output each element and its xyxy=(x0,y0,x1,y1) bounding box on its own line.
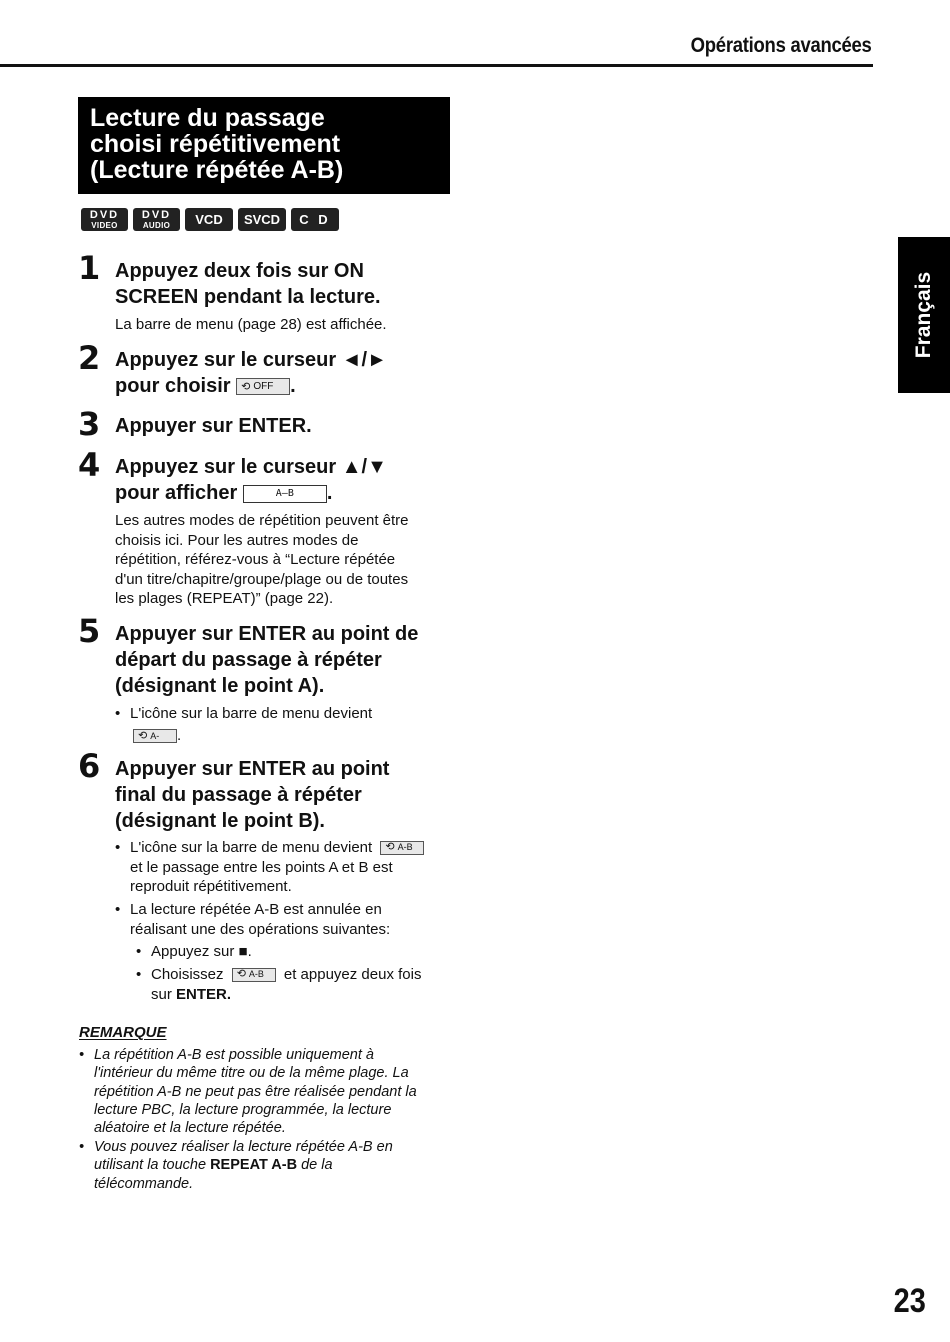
remark-line: La répétition A-B est possible uniquement à xyxy=(94,1047,374,1063)
repeat-a-icon xyxy=(133,729,177,743)
sub-bullet-text: Appuyez sur ■. xyxy=(151,943,252,960)
step-title-line: pour choisir ⟲ OFF . xyxy=(115,373,450,399)
repeat-icon: ⟲ xyxy=(138,730,148,743)
step-number: 4 xyxy=(78,446,101,484)
repeat-a-label: A- xyxy=(150,730,160,741)
step-body: La barre de menu (page 28) est affichée. xyxy=(115,316,387,333)
remark-text: utilisant la touche xyxy=(94,1157,207,1174)
language-tab xyxy=(898,237,950,393)
page-title-box xyxy=(78,97,450,194)
dvd-video-badge-top: DVD xyxy=(89,208,120,221)
sub-bullet-emphasis: ENTER. xyxy=(176,985,232,1003)
step-body-line: les plages (REPEAT)” (page 22). xyxy=(115,590,334,607)
bullet-line xyxy=(130,838,455,858)
remark-line: aléatoire et la lecture répétée. xyxy=(94,1120,286,1137)
remark-line: lecture PBC, la lecture programmée, la lecture xyxy=(94,1101,392,1118)
remark-line: Vous pouvez réaliser la lecture répétée A-B en xyxy=(94,1139,393,1155)
step-title-line: (désignant le point A). xyxy=(115,675,325,697)
step-number: 3 xyxy=(78,405,101,443)
remark-line xyxy=(94,1156,449,1174)
sub-bullet-text: Choisissez xyxy=(151,966,224,983)
repeat-off-label: OFF xyxy=(253,380,274,392)
remark-heading: REMARQUE xyxy=(79,1024,167,1041)
repeat-icon: ⟲ xyxy=(385,841,395,854)
sub-bullet-line xyxy=(151,965,451,985)
dvd-audio-badge xyxy=(133,208,180,231)
dvd-audio-badge-top: DVD xyxy=(141,208,172,221)
bullet-line: reproduit répétitivement. xyxy=(130,878,292,895)
sub-bullet-line xyxy=(151,985,451,1005)
repeat-off-icon xyxy=(236,378,290,395)
step-body-line: choisis ici. Pour les autres modes de xyxy=(115,531,359,549)
step-number: 6 xyxy=(78,747,101,785)
step-title xyxy=(115,454,450,506)
page-title-line-1: Lecture du passage xyxy=(90,104,325,132)
step-title: Appuyer sur ENTER. xyxy=(115,415,312,437)
dvd-video-badge xyxy=(81,208,128,231)
step-title-text: pour choisir xyxy=(115,375,231,397)
disc-format-badges xyxy=(81,208,339,231)
step-title-line: Appuyez sur le curseur ▲/▼ xyxy=(115,456,387,478)
sub-bullet-text: et appuyez deux fois xyxy=(283,966,422,983)
language-tab-label: Français xyxy=(912,271,936,359)
step-title-line: final du passage à répéter xyxy=(115,784,362,806)
vcd-badge: VCD xyxy=(185,208,233,231)
remark-line: télécommande. xyxy=(94,1175,194,1192)
bullet-text: L'icône sur la barre de menu devient xyxy=(130,839,373,856)
step-title xyxy=(115,621,450,699)
step-title-line: départ du passage à répéter xyxy=(115,649,382,671)
cd-badge: C D xyxy=(291,208,339,231)
step-number: 2 xyxy=(78,339,101,377)
page-number: 23 xyxy=(893,1282,926,1320)
step-title xyxy=(115,347,450,399)
bullet-line: La lecture répétée A-B est annulée en xyxy=(130,901,382,918)
header-rule xyxy=(0,64,873,67)
step-title-line: Appuyer sur ENTER au point de xyxy=(115,623,419,645)
repeat-icon: ⟲ xyxy=(236,968,246,981)
bullet-text: L'icône sur la barre de menu devient xyxy=(130,705,373,722)
step-title-line: Appuyez sur le curseur ◄/► xyxy=(115,349,387,371)
step-title xyxy=(115,756,450,834)
step-title-line: (désignant le point B). xyxy=(115,810,325,832)
page-title-line-2: choisi répétitivement xyxy=(90,130,341,158)
remark-text: de la xyxy=(301,1157,333,1174)
step-body-line: d'un titre/chapitre/groupe/plage ou de toutes xyxy=(115,570,409,588)
step-title-line: pour afficher A—B . xyxy=(115,482,333,504)
step-number: 5 xyxy=(78,612,101,650)
step-title-line: Appuyer sur ENTER au point xyxy=(115,758,390,780)
repeat-ab-display: A—B xyxy=(243,485,327,503)
remark-emphasis: REPEAT A-B xyxy=(210,1157,298,1174)
dvd-audio-badge-bottom: AUDIO xyxy=(142,220,171,230)
step-body xyxy=(115,511,450,609)
repeat-icon: ⟲ xyxy=(241,380,251,393)
bullet-line: réalisant une des opérations suivantes: xyxy=(130,920,391,938)
step-body-line: Les autres modes de répétition peuvent être xyxy=(115,512,409,529)
repeat-ab-icon xyxy=(232,968,276,982)
step-title-line: SCREEN pendant la lecture. xyxy=(115,286,381,308)
repeat-ab-label: A-B xyxy=(397,842,413,853)
step-body-line: répétition, référez-vous à “Lecture répétée xyxy=(115,551,396,568)
step-title xyxy=(115,258,450,310)
page-title-line-3: (Lecture répétée A-B) xyxy=(90,156,344,184)
sub-bullet-text: sur xyxy=(151,985,172,1003)
bullet-continuation: ⟲ A- . xyxy=(133,727,181,745)
repeat-ab-icon xyxy=(380,841,424,855)
bullet-line: et le passage entre les points A et B est xyxy=(130,858,393,876)
remark-line: répétition A-B ne peut pas être réalisée pendant la xyxy=(94,1083,417,1100)
repeat-ab-label: A-B xyxy=(248,969,264,980)
svcd-badge: SVCD xyxy=(238,208,286,231)
step-number: 1 xyxy=(78,249,101,287)
dvd-video-badge-bottom: VIDEO xyxy=(91,220,118,230)
step-title-text: pour afficher xyxy=(115,482,238,504)
step-title-line: Appuyez deux fois sur ON xyxy=(115,260,364,282)
section-header: Opérations avancées xyxy=(691,34,872,57)
remark-line: l'intérieur du même titre ou de la même plage. La xyxy=(94,1065,409,1082)
